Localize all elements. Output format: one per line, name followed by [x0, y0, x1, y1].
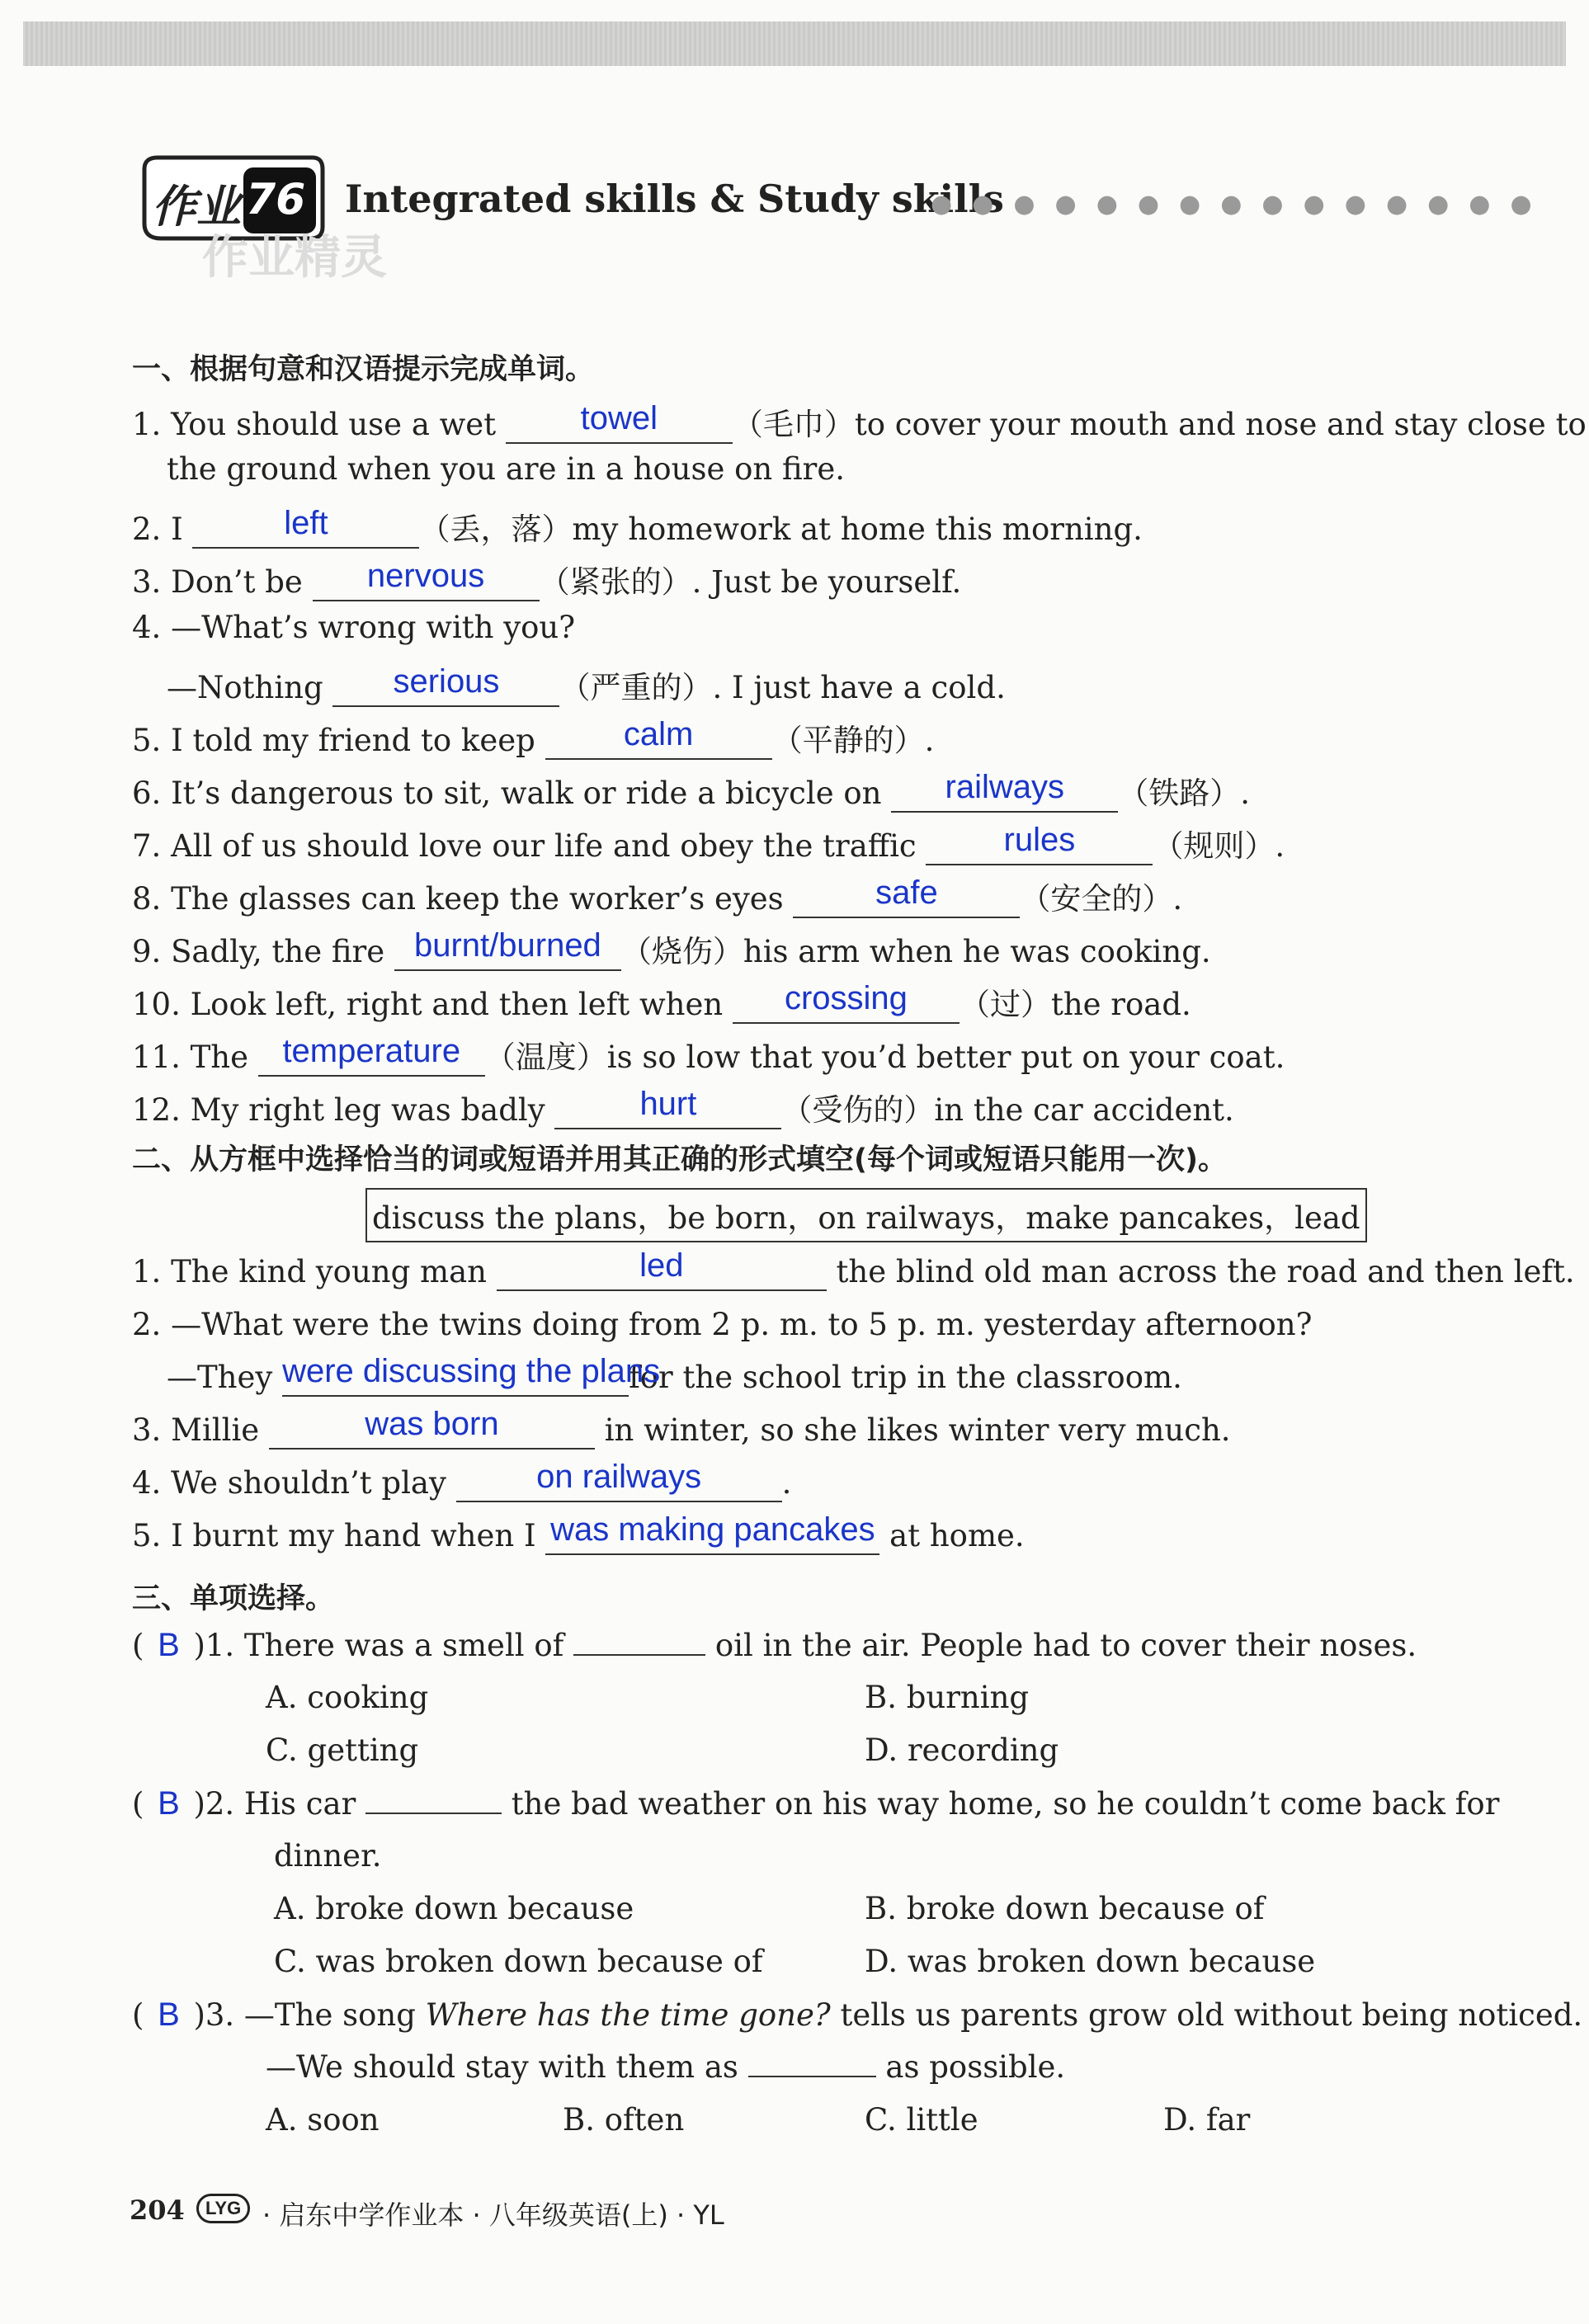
- s1-item-2: 2. I left （丢，落）my homework at home this morning.: [132, 505, 1143, 547]
- q2-answer: B: [158, 1785, 180, 1822]
- s1-item-4: 4. —What’s wrong with you?: [132, 610, 576, 645]
- s2-item-2: 2. —What were the twins doing from 2 p. m. to 5 p. m. yesterday afternoon?: [132, 1307, 1313, 1342]
- watermark: 作业精灵: [202, 231, 387, 285]
- q2-stem: ( B )2. His car the bad weather on his way home, so he couldn’t come back for: [132, 1785, 1500, 1822]
- q1-answer: B: [158, 1627, 180, 1663]
- q2-option-b: B. broke down because of: [865, 1891, 1265, 1926]
- s2-item-2-reply: —They were discussing the plans for the school trip in the classroom.: [167, 1353, 1182, 1395]
- q3-option-b: B. often: [563, 2102, 685, 2138]
- page-number: 204: [130, 2194, 185, 2226]
- page-title: Integrated skills & Study skills: [345, 177, 1004, 221]
- q3-answer: B: [158, 1996, 180, 2033]
- s1-item-7: 7. All of us should love our life and obey the traffic rules （规则）.: [132, 822, 1285, 864]
- footer-text: · 启东中学作业本 · 八年级英语(上) · YL: [262, 2199, 724, 2231]
- s2-item-4: 4. We shouldn’t play on railways .: [132, 1459, 792, 1501]
- s1-item-4-reply: —Nothing serious （严重的）. I just have a cold.: [167, 663, 1006, 705]
- q2-option-c: C. was broken down because of: [274, 1944, 763, 1979]
- top-scan-bar: [23, 21, 1566, 66]
- q3-option-c: C. little: [865, 2102, 978, 2138]
- q2-option-a: A. broke down because: [274, 1891, 634, 1926]
- s1-item-3: 3. Don’t be nervous （紧张的）. Just be yourself.: [132, 558, 962, 600]
- q3-option-a: A. soon: [266, 2102, 380, 2138]
- q1-option-c: C. getting: [266, 1732, 419, 1768]
- word-box: discuss the plans，be born，on railways，make pancakes，lead: [365, 1188, 1367, 1242]
- q3-option-d: D. far: [1163, 2102, 1251, 2138]
- q3-stem: ( B )3. —The song Where has the time gone? tells us parents grow old without being noticed.: [132, 1996, 1583, 2033]
- section3-heading: 三、单项选择。: [132, 1582, 335, 1615]
- section1-heading: 一、根据句意和汉语提示完成单词。: [132, 353, 595, 386]
- badge-number: 76: [246, 175, 306, 224]
- publisher-logo: LYG: [196, 2194, 250, 2223]
- title-dots: ●●●●●●●●●●●●●●●: [931, 190, 1552, 219]
- s1-item-12: 12. My right leg was badly hurt （受伤的）in the car accident.: [132, 1086, 1234, 1128]
- s1-item-9: 9. Sadly, the fire burnt/burned （烧伤）his arm when he was cooking.: [132, 927, 1211, 969]
- s1-item-1-cont: the ground when you are in a house on fire.: [167, 451, 845, 487]
- q1-stem: ( B )1. There was a smell of oil in the air. People had to cover their noses.: [132, 1627, 1417, 1663]
- badge-label: 作业: [152, 181, 241, 233]
- section2-heading: 二、从方框中选择恰当的词或短语并用其正确的形式填空(每个词或短语只能用一次)。: [132, 1143, 1227, 1176]
- s1-item-11: 11. The temperature （温度）is so low that you’d better put on your coat.: [132, 1033, 1285, 1075]
- s2-item-3: 3. Millie was born in winter, so she likes winter very much.: [132, 1406, 1231, 1448]
- s1-item-10: 10. Look left, right and then left when crossing （过）the road.: [132, 980, 1191, 1022]
- s1-item-5: 5. I told my friend to keep calm （平静的）.: [132, 716, 935, 758]
- s1-item-8: 8. The glasses can keep the worker’s eyes safe （安全的）.: [132, 874, 1183, 917]
- q1-option-a: A. cooking: [266, 1680, 429, 1715]
- q2-option-d: D. was broken down because: [865, 1944, 1316, 1979]
- answer-blank: towel: [506, 407, 733, 444]
- s2-item-1: 1. The kind young man led the blind old man across the road and then left.: [132, 1247, 1575, 1289]
- q1-option-d: D. recording: [865, 1732, 1059, 1768]
- q3-stem-cont: —We should stay with them as as possible.: [266, 2049, 1066, 2085]
- q2-stem-cont: dinner.: [274, 1838, 382, 1874]
- s1-item-6: 6. It’s dangerous to sit, walk or ride a bicycle on railways （铁路）.: [132, 769, 1251, 811]
- s1-item-1: 1. You should use a wet towel （毛巾）to cover your mouth and nose and stay close to: [132, 400, 1587, 442]
- q1-option-b: B. burning: [865, 1680, 1030, 1715]
- s2-item-5: 5. I burnt my hand when I was making pancakes at home.: [132, 1511, 1025, 1553]
